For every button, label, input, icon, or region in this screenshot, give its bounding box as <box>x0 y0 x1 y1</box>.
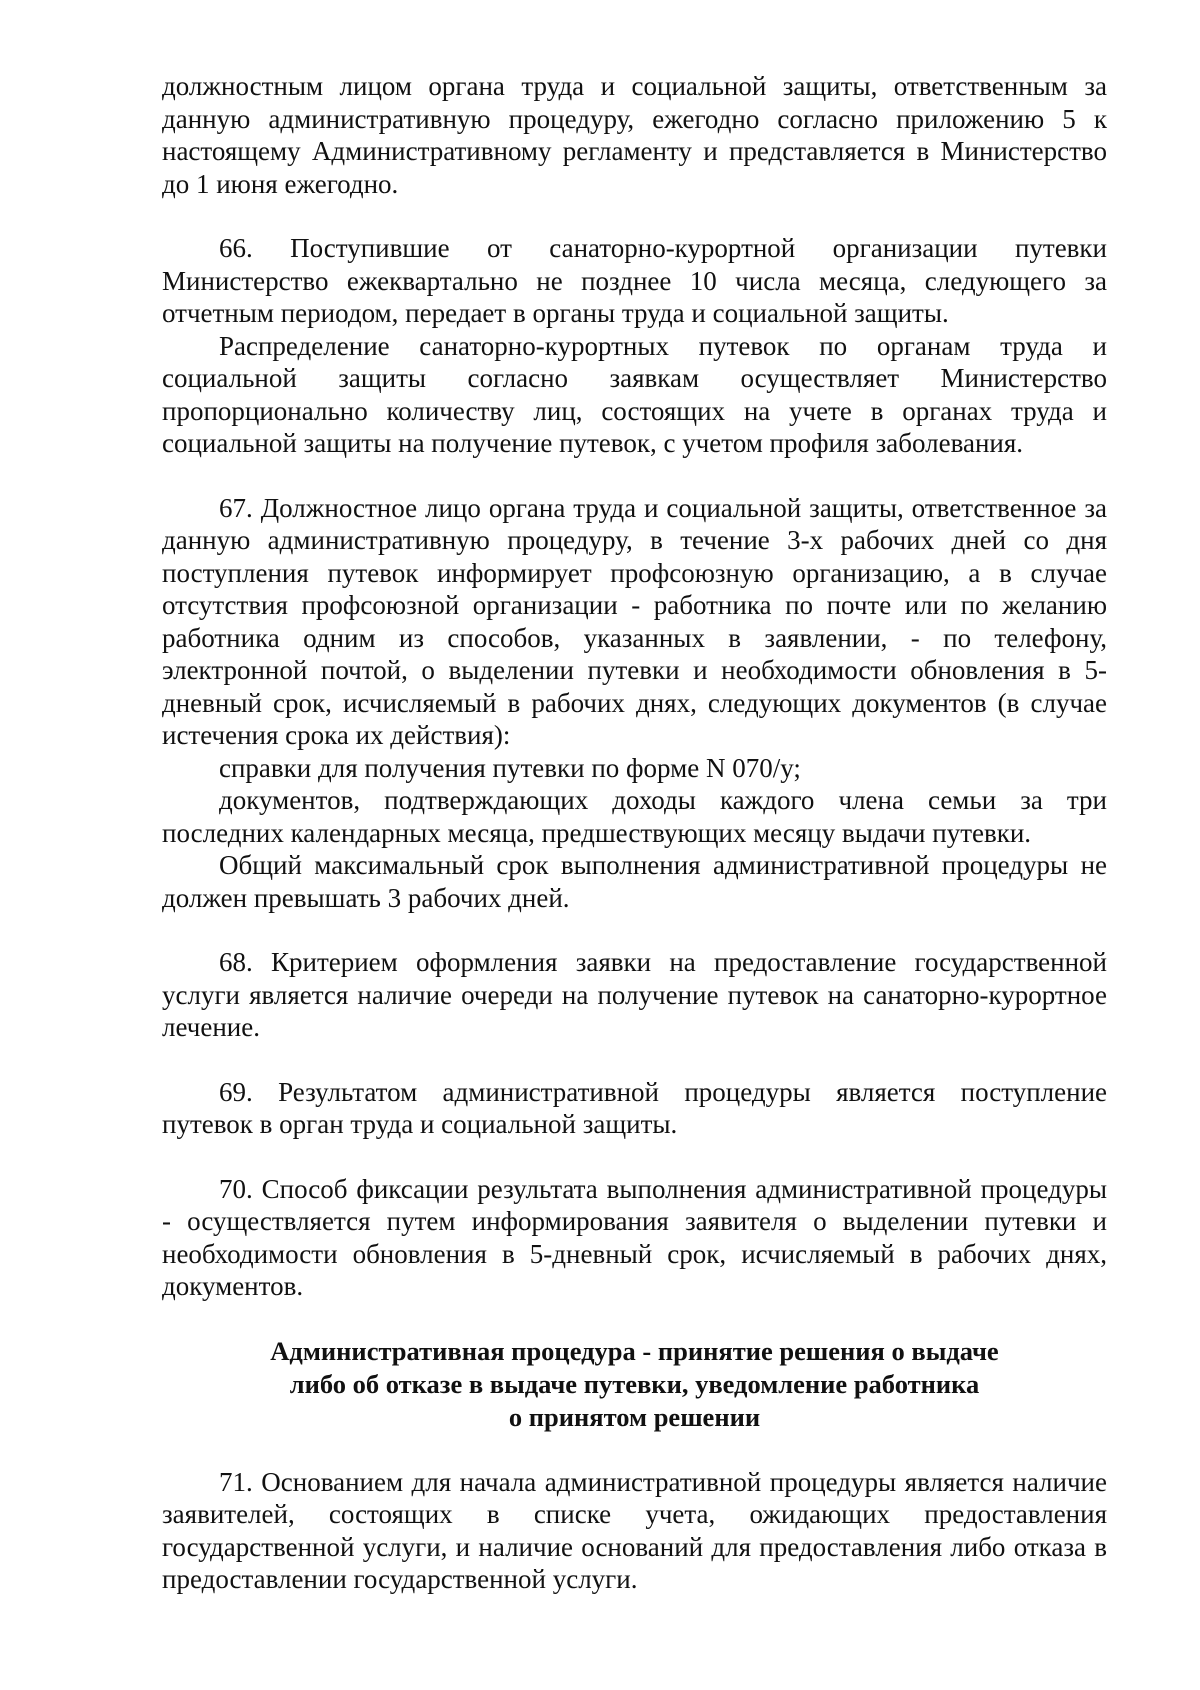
document-page <box>162 70 1107 1596</box>
continuation-paragraph: должностным лицом органа труда и социальной защиты, ответственным за данную административную процедуру, ежегодно согласно приложению 5 к настоящему Административному регламенту и представляется в Министерство до 1 июня ежегодно. <box>162 71 1107 199</box>
paragraph-67: 67. Должностное лицо органа труда и социальной защиты, ответственное за данную административную процедуру, в течение 3-х рабочих дней со дня поступления путевок информирует профсоюзную организацию, а в случае отсутствия профсоюзной организации - работника по почте или по желанию работника одним из способов, указанных в заявлении, - по телефону, электронной почтой, о выделении путевки и необходимости обновления в 5-дневный срок, исчисляемый в рабочих днях, следующих документов (в случае истечения срока их действия): <box>162 492 1107 750</box>
paragraph-67-item-1: справки для получения путевки по форме N 070/у; <box>219 752 801 783</box>
section-heading <box>162 1335 1107 1434</box>
paragraph-69: 69. Результатом административной процедуры является поступление путевок в орган труда и социальной защиты. <box>162 1076 1107 1139</box>
section-heading-line-2: либо об отказе в выдаче путевки, уведомление работника <box>289 1368 980 1399</box>
section-heading-line-3: о принятом решении <box>508 1401 761 1432</box>
paragraph-66: 66. Поступившие от санаторно-курортной организации путевки Министерство ежеквартально не позднее 10 числа месяца, следующего за отчетным периодом, передает в органы труда и социальной защиты. <box>162 233 1107 328</box>
paragraph-66-distribution: Распределение санаторно-курортных путевок по органам труда и социальной защиты согласно заявкам осуществляет Министерство пропорционально количеству лиц, состоящих на учете в органах труда и социальной защиты на получение путевок, с учетом профиля заболевания. <box>162 330 1107 458</box>
paragraph-70: 70. Способ фиксации результата выполнения административной процедуры - осуществляется путем информирования заявителя о выделении путевки и необходимости обновления в 5-дневный срок, исчисляемый в рабочих днях, документов. <box>162 1173 1107 1301</box>
section-heading-line-1: Административная процедура - принятие решения о выдаче <box>270 1335 999 1366</box>
paragraph-67-item-2: документов, подтверждающих доходы каждого члена семьи за три последних календарных месяца, предшествующих месяцу выдачи путевки. <box>162 785 1107 848</box>
paragraph-71: 71. Основанием для начала административной процедуры является наличие заявителей, состоящих в списке учета, ожидающих предоставления государственной услуги, и наличие оснований для предоставления либо отказа в предоставлении государственной услуги. <box>162 1466 1107 1594</box>
paragraph-67-term: Общий максимальный срок выполнения административной процедуры не должен превышать 3 рабочих дней. <box>162 850 1107 913</box>
paragraph-68: 68. Критерием оформления заявки на предоставление государственной услуги является наличие очереди на получение путевок на санаторно-курортное лечение. <box>162 947 1107 1042</box>
